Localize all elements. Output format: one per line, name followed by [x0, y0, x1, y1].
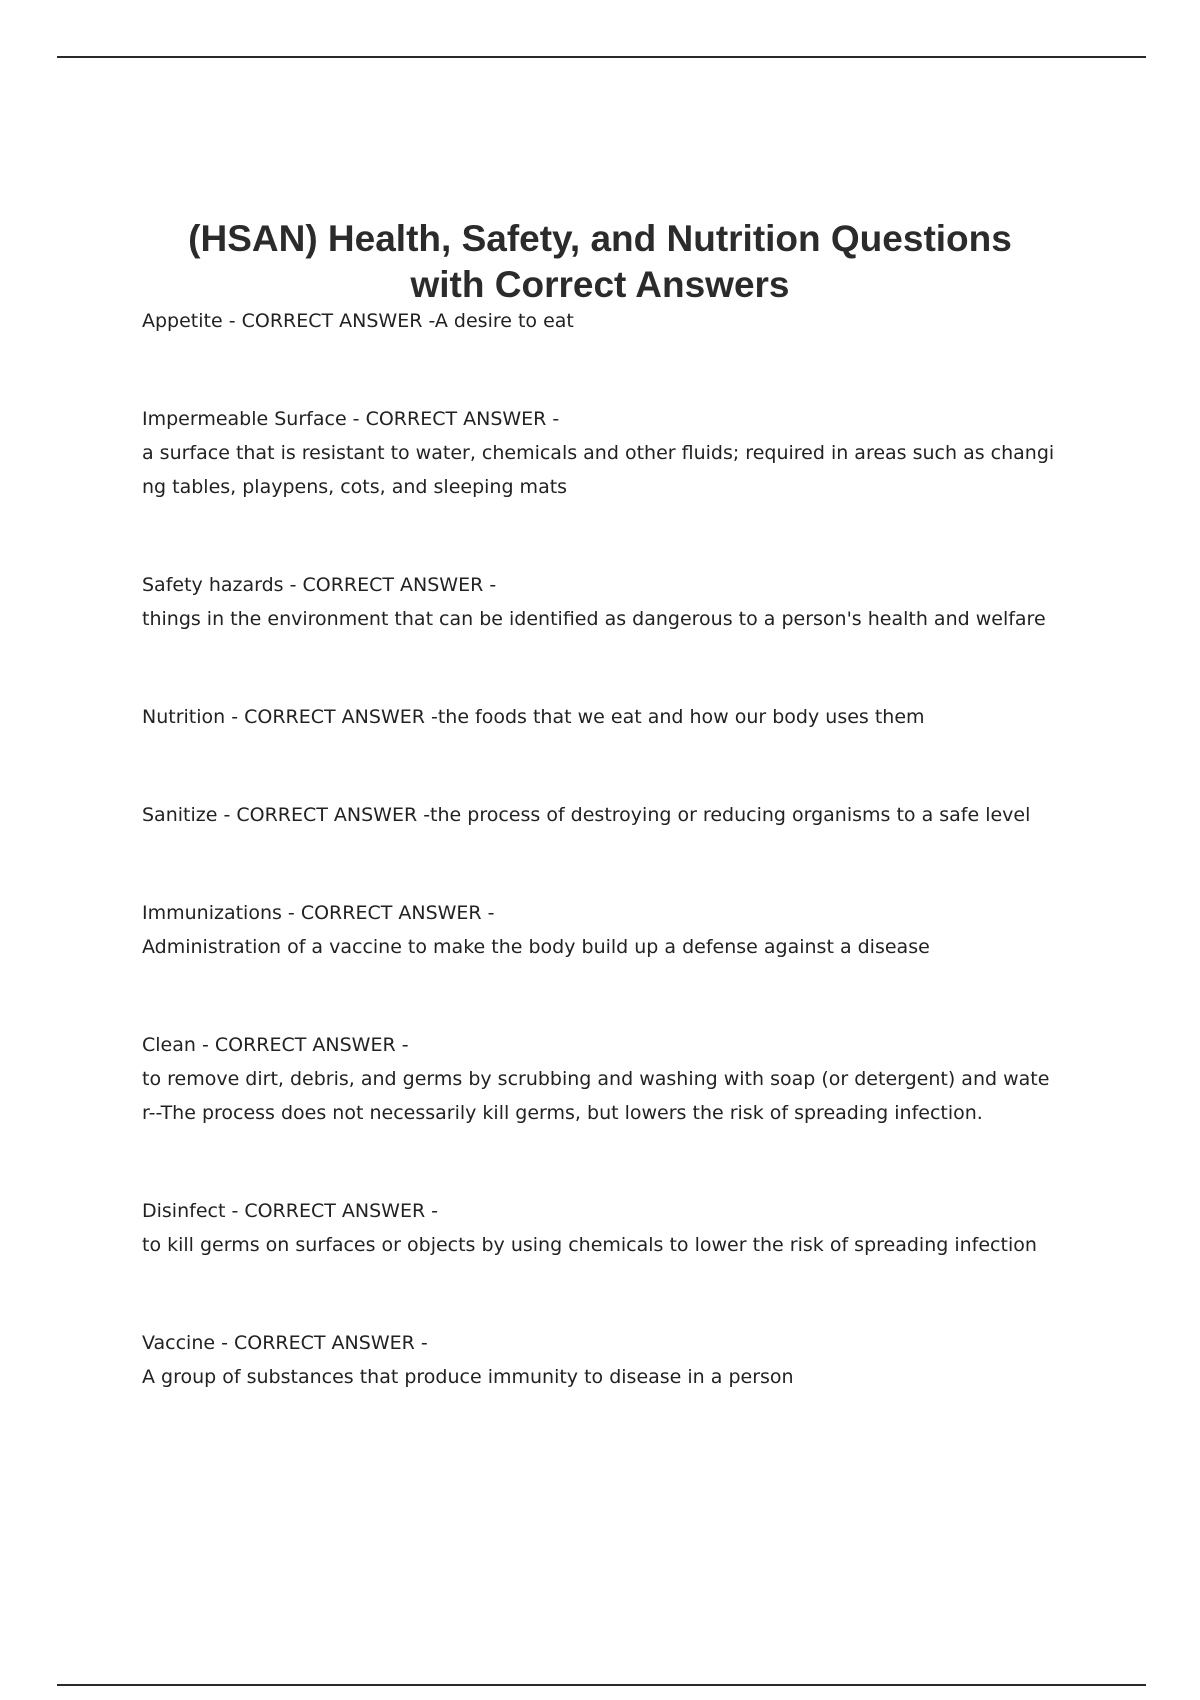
qa-answer: to remove dirt, debris, and germs by scrubbing and washing with soap (or detergent) and wate	[142, 1068, 1050, 1090]
qa-term: Disinfect - CORRECT ANSWER -	[142, 1200, 439, 1222]
qa-answer: r--The process does not necessarily kill germs, but lowers the risk of spreading infection.	[142, 1102, 983, 1124]
qa-term: Impermeable Surface - CORRECT ANSWER -	[142, 408, 560, 430]
qa-answer: ng tables, playpens, cots, and sleeping mats	[142, 476, 568, 498]
qa-line: Nutrition - CORRECT ANSWER -the foods that we eat and how our body uses them	[142, 706, 925, 728]
qa-answer: a surface that is resistant to water, chemicals and other fluids; required in areas such as changi	[142, 442, 1055, 464]
qa-entry	[142, 798, 1072, 832]
qa-entry	[142, 568, 1072, 636]
qa-term: Immunizations - CORRECT ANSWER -	[142, 902, 495, 924]
qa-entry	[142, 402, 1072, 504]
qa-line: Appetite - CORRECT ANSWER -A desire to eat	[142, 310, 574, 332]
qa-entry	[142, 700, 1072, 734]
qa-entry	[142, 1028, 1072, 1130]
document-title-line: (HSAN) Health, Safety, and Nutrition Questions	[188, 218, 1012, 259]
qa-answer: things in the environment that can be identified as dangerous to a person's health and welfare	[142, 608, 1046, 630]
qa-term: Safety hazards - CORRECT ANSWER -	[142, 574, 497, 596]
qa-answer: to kill germs on surfaces or objects by using chemicals to lower the risk of spreading infection	[142, 1234, 1037, 1256]
qa-line: Sanitize - CORRECT ANSWER -the process of destroying or reducing organisms to a safe level	[142, 804, 1031, 826]
qa-term: Vaccine - CORRECT ANSWER -	[142, 1332, 428, 1354]
qa-term: Clean - CORRECT ANSWER -	[142, 1034, 409, 1056]
qa-entry	[142, 1326, 1072, 1394]
qa-entry	[142, 896, 1072, 964]
qa-answer: Administration of a vaccine to make the body build up a defense against a disease	[142, 936, 930, 958]
qa-entry	[142, 1194, 1072, 1262]
document-title	[0, 216, 1200, 308]
document-title-line: with Correct Answers	[410, 264, 790, 305]
qa-answer: A group of substances that produce immunity to disease in a person	[142, 1366, 794, 1388]
header-rule	[57, 56, 1146, 58]
qa-entry	[142, 304, 1072, 338]
footer-rule	[57, 1684, 1146, 1686]
qa-list	[142, 304, 1072, 1458]
